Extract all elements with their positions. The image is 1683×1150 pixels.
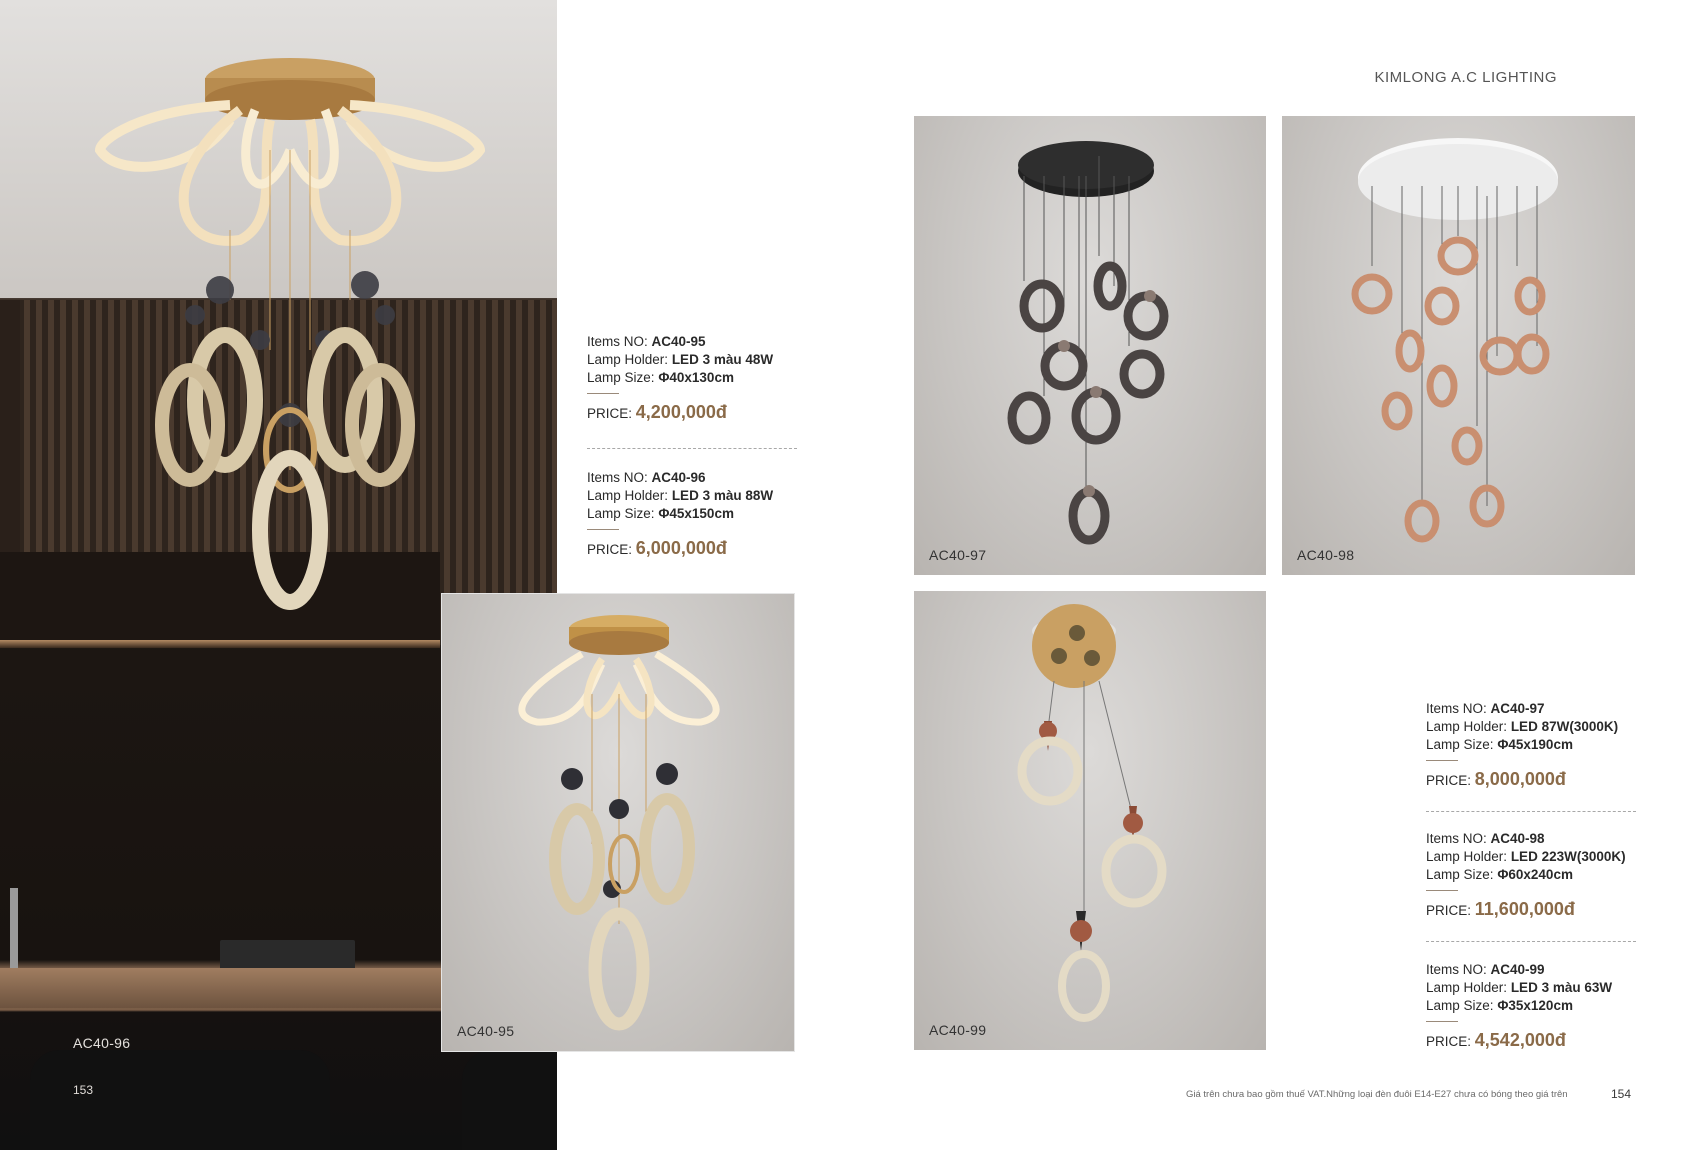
hero-chair (30, 1050, 330, 1150)
divider (1426, 890, 1458, 891)
spec-item-row (1426, 830, 1656, 848)
label-lamp-size: Lamp Size: (587, 370, 655, 385)
item-number: AC40-99 (1490, 962, 1545, 977)
lamp-size-value: Φ45x190cm (1497, 737, 1573, 752)
chandelier-ac40-95-image (442, 594, 795, 1052)
price-value: 4,200,000đ (635, 402, 727, 422)
label-price: PRICE: (1426, 903, 1472, 918)
spec-holder-row (587, 487, 817, 505)
spec-block-ac40-97 (1426, 700, 1656, 790)
brand-name: KIMLONG A.C LIGHTING (1374, 69, 1557, 86)
spec-size-row (587, 505, 817, 523)
photo-label-ac40-96: AC40-96 (73, 1035, 131, 1051)
divider (587, 393, 619, 394)
hero-tap (10, 888, 18, 973)
dashed-separator (1426, 811, 1636, 812)
lamp-holder-value: LED 3 màu 63W (1510, 980, 1613, 995)
label-items-no: Items NO: (587, 334, 648, 349)
photo-ac40-98 (1282, 116, 1635, 575)
photo-ac40-97 (914, 116, 1266, 575)
label-lamp-holder: Lamp Holder: (1426, 719, 1508, 734)
label-lamp-size: Lamp Size: (1426, 867, 1494, 882)
spec-holder-row (1426, 718, 1656, 736)
lamp-size-value: Φ40x130cm (658, 370, 734, 385)
label-lamp-size: Lamp Size: (1426, 737, 1494, 752)
label-lamp-holder: Lamp Holder: (587, 352, 669, 367)
spec-holder-row (1426, 979, 1656, 997)
hero-turntable (220, 940, 355, 970)
chandelier-ac40-96-image (80, 50, 500, 630)
spec-block-ac40-95 (587, 333, 817, 423)
price-value: 4,542,000đ (1474, 1030, 1566, 1050)
photo-label-ac40-99: AC40-99 (929, 1022, 987, 1038)
spec-size-row (1426, 866, 1656, 884)
dashed-separator (1426, 941, 1636, 942)
item-number: AC40-97 (1490, 701, 1545, 716)
spec-item-row (587, 469, 817, 487)
spec-holder-row (1426, 848, 1656, 866)
label-items-no: Items NO: (1426, 962, 1487, 977)
photo-ac40-95 (441, 593, 795, 1052)
label-items-no: Items NO: (587, 470, 648, 485)
vat-footnote: Giá trên chưa bao gồm thuế VAT.Những loại đèn đuôi E14-E27 chưa có bóng theo giá trên (1186, 1089, 1568, 1100)
label-price: PRICE: (1426, 773, 1472, 788)
label-lamp-holder: Lamp Holder: (1426, 980, 1508, 995)
item-number: AC40-98 (1490, 831, 1545, 846)
lamp-size-value: Φ35x120cm (1497, 998, 1573, 1013)
spec-block-ac40-99 (1426, 961, 1656, 1051)
spec-size-row (1426, 997, 1656, 1015)
dashed-separator (587, 448, 797, 449)
hero-shelf-light (0, 640, 440, 648)
lamp-holder-value: LED 223W(3000K) (1510, 849, 1626, 864)
item-number: AC40-96 (651, 470, 706, 485)
item-number: AC40-95 (651, 334, 706, 349)
photo-label-ac40-98: AC40-98 (1297, 547, 1355, 563)
chandelier-ac40-98-image (1282, 116, 1635, 575)
spec-item-row (1426, 961, 1656, 979)
chandelier-ac40-97-image (914, 116, 1266, 575)
photo-label-ac40-95: AC40-95 (457, 1023, 515, 1039)
divider (1426, 1021, 1458, 1022)
price-value: 6,000,000đ (635, 538, 727, 558)
page-number-right: 154 (1611, 1087, 1632, 1101)
label-items-no: Items NO: (1426, 701, 1487, 716)
page-number-left: 153 (73, 1083, 94, 1097)
label-items-no: Items NO: (1426, 831, 1487, 846)
lamp-holder-value: LED 87W(3000K) (1510, 719, 1619, 734)
label-price: PRICE: (587, 406, 633, 421)
chandelier-ac40-99-image (914, 591, 1266, 1050)
hero-chair (462, 1050, 557, 1150)
lamp-holder-value: LED 3 màu 88W (671, 488, 774, 503)
spec-size-row (587, 369, 817, 387)
label-price: PRICE: (1426, 1034, 1472, 1049)
spec-price-row (1426, 769, 1656, 790)
spec-item-row (587, 333, 817, 351)
spec-price-row (1426, 1030, 1656, 1051)
label-price: PRICE: (587, 542, 633, 557)
price-value: 8,000,000đ (1474, 769, 1566, 789)
photo-ac40-99 (914, 591, 1266, 1050)
photo-label-ac40-97: AC40-97 (929, 547, 987, 563)
price-value: 11,600,000đ (1474, 899, 1575, 919)
divider (587, 529, 619, 530)
spec-item-row (1426, 700, 1656, 718)
spec-holder-row (587, 351, 817, 369)
label-lamp-holder: Lamp Holder: (1426, 849, 1508, 864)
spec-block-ac40-98 (1426, 830, 1656, 920)
spec-block-ac40-96 (587, 469, 817, 559)
label-lamp-size: Lamp Size: (1426, 998, 1494, 1013)
divider (1426, 760, 1458, 761)
lamp-size-value: Φ60x240cm (1497, 867, 1573, 882)
lamp-holder-value: LED 3 màu 48W (671, 352, 774, 367)
lamp-size-value: Φ45x150cm (658, 506, 734, 521)
spec-price-row (587, 538, 817, 559)
spec-size-row (1426, 736, 1656, 754)
spec-price-row (587, 402, 817, 423)
spec-price-row (1426, 899, 1656, 920)
label-lamp-size: Lamp Size: (587, 506, 655, 521)
label-lamp-holder: Lamp Holder: (587, 488, 669, 503)
